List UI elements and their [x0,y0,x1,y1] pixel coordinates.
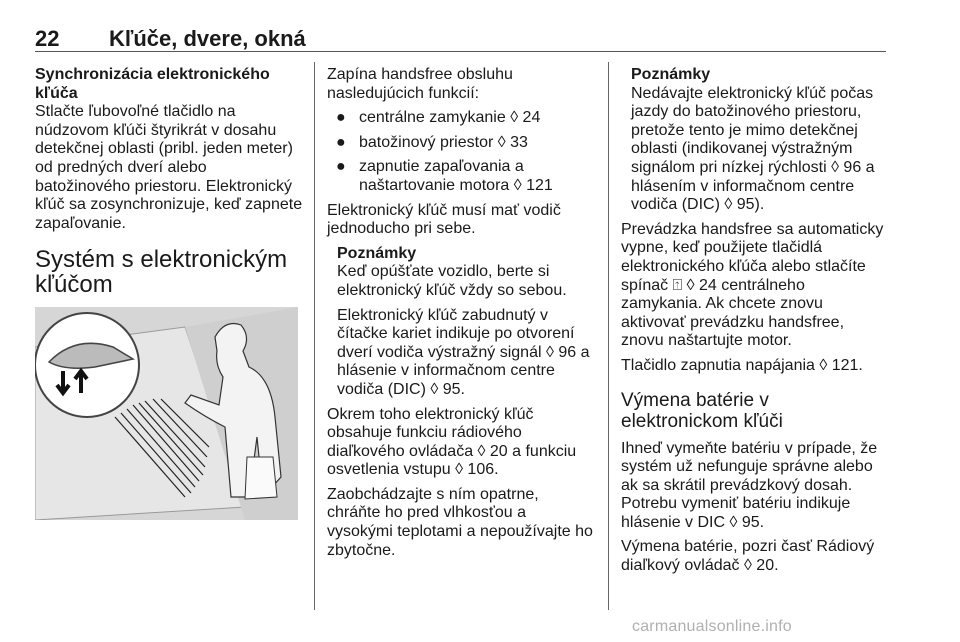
function-list [327,109,595,195]
page-header [35,24,885,52]
keyless-entry-illustration [35,307,298,520]
note-paragraph: Nedávajte elektronický kľúč počas jazdy do batožinového priestoru, pretože tento je mimo detekčnej oblasti (indikovanej výstražným signálom pri nízkej rýchlosti ◊ 96 a hlásením v informačnom centre vodiča (DIC) ◊ 95). [631,84,875,214]
battery-heading: Výmena batérie v elektronickom kľúči [621,389,783,432]
intro-text: Zapína handsfree obsluhu nasledujúcich funkcií: [327,66,513,102]
note-paragraph: Elektronický kľúč zabudnutý v čítačke kariet indikuje po otvorení dverí vodiča výstražný signál ◊ 96 a hlásenie v informačnom centre vodiča (DIC) ◊ 95. [337,306,590,398]
column-1 [35,66,303,520]
note-box [631,66,889,215]
page-title: Kľúče, dvere, okná [109,26,306,51]
paragraph: Zaobchádzajte s ním opatrne, chráňte ho pred vlhkosťou a vysokými teplotami a nepoužívajte ho zbytočne. [327,485,593,559]
section-heading: Systém s elektronickým kľúčom [35,246,288,299]
list-item: ● batožinový priestor ◊ 33 [336,133,528,151]
column-divider-1 [314,62,315,610]
paragraph: Okrem toho elektronický kľúč obsahuje funkciu rádiového diaľkového ovládača ◊ 20 a funkciu osvetlenia vstupu ◊ 106. [327,405,577,479]
note-paragraph: Keď opúšťate vozidlo, berte si elektronický kľúč vždy so sebou. [337,263,567,299]
paragraph: Elektronický kľúč musí mať vodič jednoducho pri sebe. [327,201,561,238]
column-divider-2 [608,62,609,610]
note-box [337,245,595,400]
note-title: Poznámky [337,244,417,262]
paragraph: Tlačidlo zapnutia napájania ◊ 121. [621,356,863,374]
paragraph: Výmena batérie, pozri časť Rádiový diaľkový ovládač ◊ 20. [621,538,875,575]
list-item: ● zapnutie zapaľovania a naštartovanie motora ◊ 121 [336,158,553,194]
note-title: Poznámky [631,66,711,83]
paragraph: Ihneď vymeňte batériu v prípade, že systém už nefunguje správne alebo ak sa skrátil prevádzkový dosah. Potrebu vymeniť batériu indikuje hlásenie v DIC ◊ 95. [621,439,878,531]
column-3 [621,66,889,582]
page-number: 22 [35,26,60,51]
illustration-drawing [35,307,298,520]
sync-text: Stlačte ľubovoľné tlačidlo na núdzovom kľúči štyrikrát v dosahu detekčnej oblasti (pribl. jeden meter) od predných dverí alebo batožinového priestoru. Elektronický kľúč sa zosynchronizuje, keď zapnete zapaľovanie. [35,103,303,232]
sync-heading: Synchronizácia elektronického kľúča [35,66,270,102]
header-divider [35,51,886,52]
paragraph: Prevádzka handsfree sa automaticky vypne, keď použijete tlačidlá elektronického kľúča alebo stlačíte spínač ⍐ ◊ 24 centrálneho zamykania. Ak chcete znovu aktivovať prevádzku handsfree, znovu naštartujte motor. [621,220,884,350]
watermark: carmanualsonline.info [632,618,792,635]
column-2 [327,66,595,566]
list-item: ● centrálne zamykanie ◊ 24 [336,109,541,127]
